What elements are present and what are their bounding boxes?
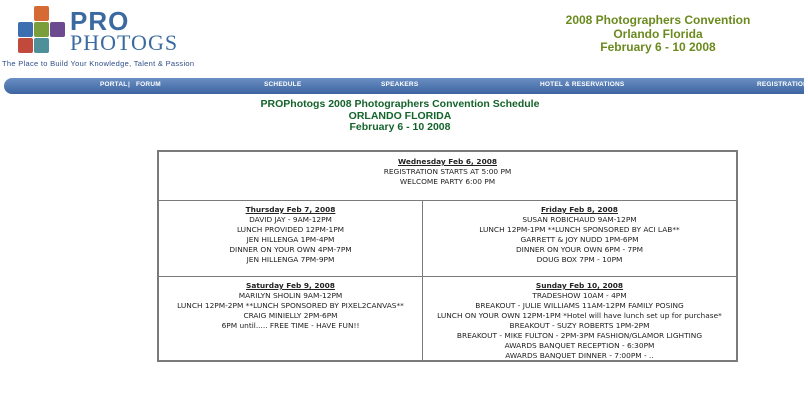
day-heading: Sunday Feb 10, 2008: [535, 281, 624, 290]
schedule-line: 6PM until..... FREE TIME - HAVE FUN!!: [221, 321, 360, 330]
schedule-cell-saturday: [158, 276, 423, 361]
schedule-line: CRAIG MINIELLY 2PM-6PM: [243, 311, 338, 320]
schedule-dates: February 6 - 10 2008: [349, 121, 451, 133]
schedule-line: JEN HILLENGA 1PM-4PM: [246, 235, 335, 244]
schedule-line: DINNER ON YOUR OWN 4PM-7PM: [229, 245, 352, 254]
schedule-cell-sunday: [422, 276, 737, 361]
schedule-line: BREAKOUT - MIKE FULTON - 2PM-3PM FASHION/GLAMOR LIGHTING: [456, 331, 703, 340]
logo-square: [50, 22, 65, 37]
schedule-cell-wednesday: [158, 151, 737, 201]
schedule-line: LUNCH ON YOUR OWN 12PM-1PM *Hotel will have lunch set up for purchase*: [437, 311, 722, 320]
site-tagline: The Place to Build Your Knowledge, Talent & Passion: [2, 59, 195, 68]
schedule-table: [157, 150, 738, 362]
day-heading: Friday Feb 8, 2008: [541, 205, 618, 214]
logo-square: [34, 38, 49, 53]
schedule-line: WELCOME PARTY 6:00 PM: [399, 177, 496, 186]
schedule-line: GARRETT & JOY NUDD 1PM-6PM: [520, 235, 639, 244]
site-header: [0, 0, 800, 78]
schedule-cell-friday: [422, 200, 737, 277]
nav-schedule[interactable]: SCHEDULE: [264, 81, 302, 88]
day-heading: Saturday Feb 9, 2008: [246, 281, 335, 290]
convention-title: 2008 Photographers Convention: [565, 13, 751, 27]
day-heading: Wednesday Feb 6, 2008: [397, 157, 498, 166]
convention-info: [548, 14, 768, 55]
nav-speakers[interactable]: SPEAKERS: [381, 81, 419, 88]
logo-square: [34, 6, 49, 21]
nav-portal[interactable]: PORTAL: [100, 81, 128, 88]
schedule-line: LUNCH 12PM-2PM **LUNCH SPONSORED BY PIXEL2CANVAS**: [177, 301, 404, 310]
convention-dates: February 6 - 10 2008: [600, 40, 716, 54]
nav-forum[interactable]: FORUM: [136, 81, 161, 88]
day-heading: Thursday Feb 7, 2008: [245, 205, 336, 214]
prophotogs-logo[interactable]: [18, 6, 179, 62]
schedule-line: AWARDS BANQUET RECEPTION - 6:30PM: [504, 341, 655, 350]
main-nav: [4, 78, 808, 94]
schedule-line: BREAKOUT - SUZY ROBERTS 1PM-2PM: [509, 321, 650, 330]
convention-location: Orlando Florida: [613, 26, 703, 41]
schedule-line: REGISTRATION STARTS AT 5:00 PM: [383, 167, 512, 176]
schedule-line: DAVID JAY - 9AM-12PM: [249, 215, 332, 224]
schedule-line: SUSAN ROBICHAUD 9AM-12PM: [522, 215, 637, 224]
logo-square: [18, 22, 33, 37]
schedule-line: DOUG BOX 7PM - 10PM: [536, 255, 623, 264]
nav-separator: |: [128, 81, 131, 88]
logo-mark: [18, 6, 66, 54]
nav-registration[interactable]: REGISTRATION: [757, 81, 808, 88]
schedule-line: MARILYN SHOLIN 9AM-12PM: [238, 291, 343, 300]
schedule-heading: PROPhotogs 2008 Photographers Convention Schedule: [260, 98, 540, 110]
logo-pro-text: PRO: [70, 6, 130, 36]
logo-square: [34, 22, 49, 37]
schedule-line: LUNCH 12PM-1PM **LUNCH SPONSORED BY ACI LAB**: [479, 225, 680, 234]
schedule-location: ORLANDO FLORIDA: [348, 109, 452, 122]
schedule-line: AWARDS BANQUET DINNER - 7:00PM - ..: [505, 351, 654, 360]
schedule-cell-thursday: [158, 200, 423, 277]
schedule-line: LUNCH PROVIDED 12PM-1PM: [236, 225, 345, 234]
page-title: [0, 99, 800, 134]
logo-square: [18, 38, 33, 53]
logo-photogs-text: PHOTOGS: [70, 30, 179, 55]
schedule-line: TRADESHOW 10AM - 4PM: [532, 291, 627, 300]
nav-hotel-reservations[interactable]: HOTEL & RESERVATIONS: [540, 81, 625, 88]
schedule-line: BREAKOUT - JULIE WILLIAMS 11AM-12PM FAMILY POSING: [475, 301, 684, 310]
schedule-line: DINNER ON YOUR OWN 6PM - 7PM: [515, 245, 644, 254]
schedule-line: JEN HILLENGA 7PM-9PM: [246, 255, 335, 264]
